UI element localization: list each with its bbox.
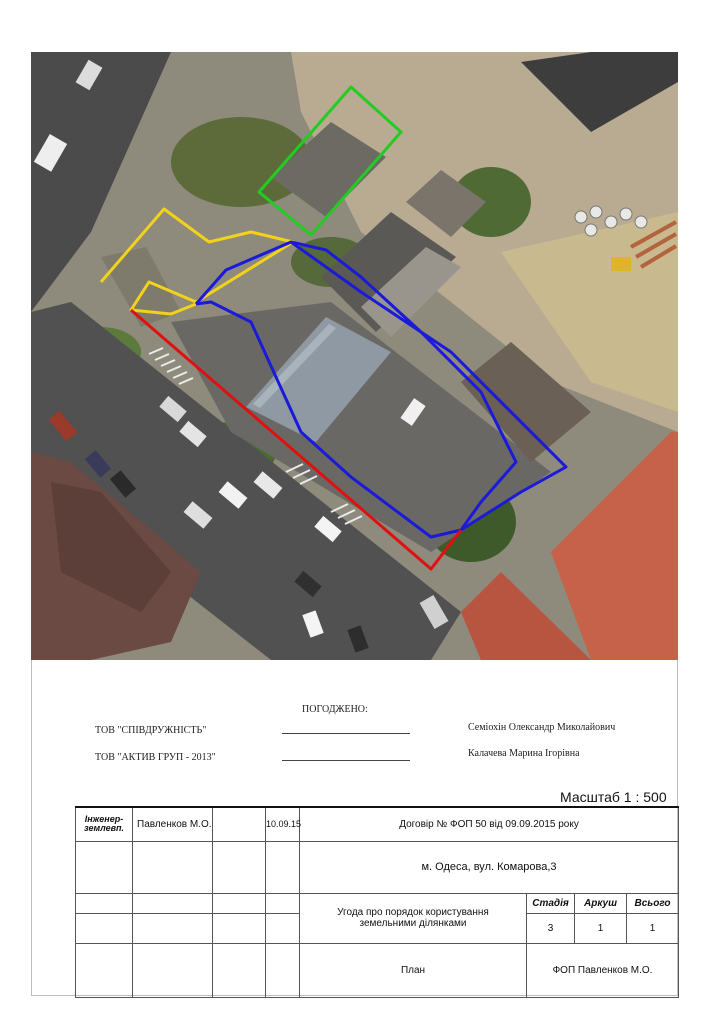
approval-org-1: ТОВ "СПІВДРУЖНІСТЬ" bbox=[95, 725, 207, 736]
sheet-value: 1 bbox=[575, 913, 627, 943]
company-name: ФОП Павленков М.О. bbox=[527, 943, 679, 997]
sheet-label: Аркуш bbox=[575, 893, 627, 913]
address: м. Одеса, вул. Комарова,3 bbox=[300, 841, 679, 893]
stamp-name: Павленков М.О. bbox=[133, 807, 213, 841]
subject: Угода про порядок користування земельними ділянками bbox=[300, 893, 527, 943]
signature-line-2 bbox=[282, 760, 410, 761]
title-block bbox=[75, 806, 679, 998]
contract-title: Договір № ФОП 50 від 09.09.2015 року bbox=[300, 807, 679, 841]
stamp-date: 10.09.15 bbox=[266, 807, 300, 841]
approval-person-1: Семіохін Олександр Миколайович bbox=[468, 722, 616, 733]
stamp-role: Інженер-землевп. bbox=[83, 814, 125, 834]
stage-value: 3 bbox=[527, 913, 575, 943]
total-value: 1 bbox=[627, 913, 679, 943]
approval-person-2: Калачева Марина Ігорівна bbox=[468, 748, 580, 759]
stage-label: Стадія bbox=[527, 893, 575, 913]
stamp-role-cell bbox=[76, 807, 133, 841]
signature-line-1 bbox=[282, 733, 410, 734]
approval-org-2: ТОВ "АКТИВ ГРУП - 2013" bbox=[95, 752, 216, 763]
drawing-title: План bbox=[300, 943, 527, 997]
aerial-photo bbox=[31, 52, 678, 660]
total-label: Всього bbox=[627, 893, 679, 913]
scale-label: Масштаб 1 : 500 bbox=[560, 789, 667, 805]
approval-heading: ПОГОДЖЕНО: bbox=[302, 704, 368, 715]
